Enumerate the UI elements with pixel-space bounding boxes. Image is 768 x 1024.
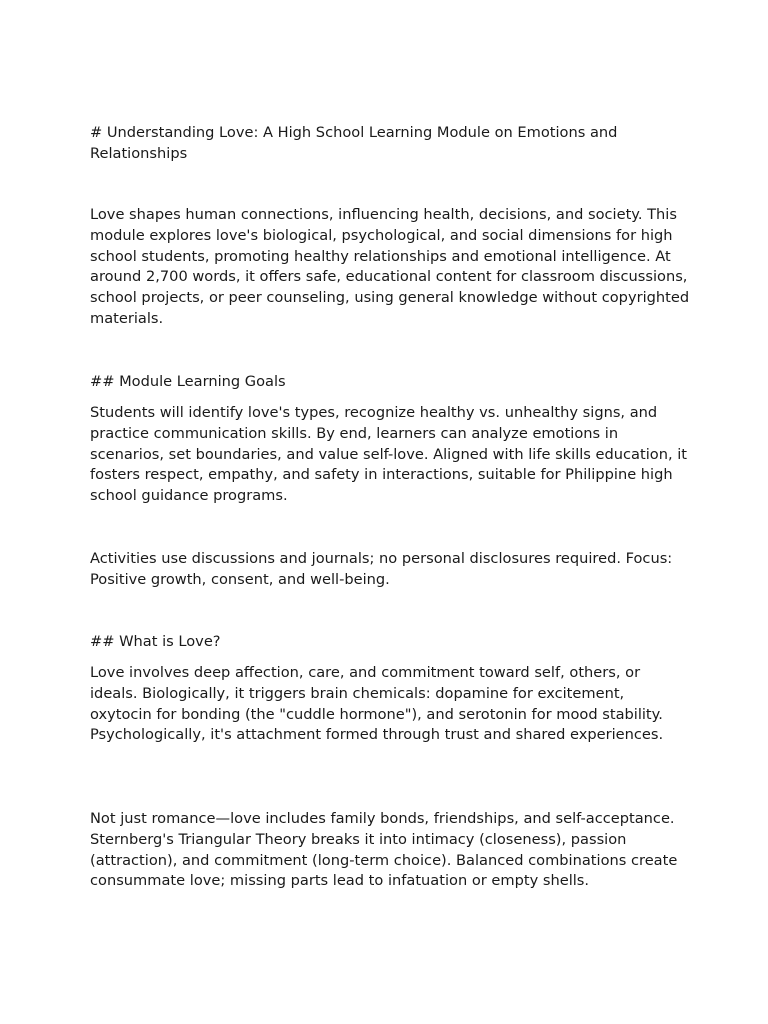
learning-goals-paragraph: Students will identify love's types, recognize healthy vs. unhealthy signs, and practice communication skills. By end, learners can analyze emotions in scenarios, set boundaries, and value self-love. Aligned with life skills education, it fosters respect, empathy, and safety in interactions, suitable for Philippine high school guidance programs. [90,404,688,505]
document-title: # Understanding Love: A High School Learning Module on Emotions and Relationships [90,124,618,162]
section-heading-what-is-love: ## What is Love? [90,633,221,650]
activities-paragraph: Activities use discussions and journals; no personal disclosures required. Focus: Positive growth, consent, and well-being. [90,550,673,588]
love-types-paragraph: Not just romance—love includes family bonds, friendships, and self-acceptance. Sternberg's Triangular Theory breaks it into intimacy (closeness), passion (attraction), and commitment (long-term choice). Balanced combinations create consummate love; missing parts lead to infatuation or empty shells. [90,810,678,890]
section-heading-learning-goals: ## Module Learning Goals [90,373,286,390]
what-is-love-paragraph: Love involves deep affection, care, and commitment toward self, others, or ideals. Biologically, it triggers brain chemicals: dopamine for excitement, oxytocin for bonding (the "cuddle hormone"), and serotonin for mood stability. Psychologically, it's attachment formed through trust and shared experiences. [90,664,664,744]
intro-paragraph: Love shapes human connections, influencing health, decisions, and society. This module explores love's biological, psychological, and social dimensions for high school students, promoting healthy relationships and emotional intelligence. At around 2,700 words, it offers safe, educational content for classroom discussions, school projects, or peer counseling, using general knowledge without copyrighted materials. [90,206,690,327]
